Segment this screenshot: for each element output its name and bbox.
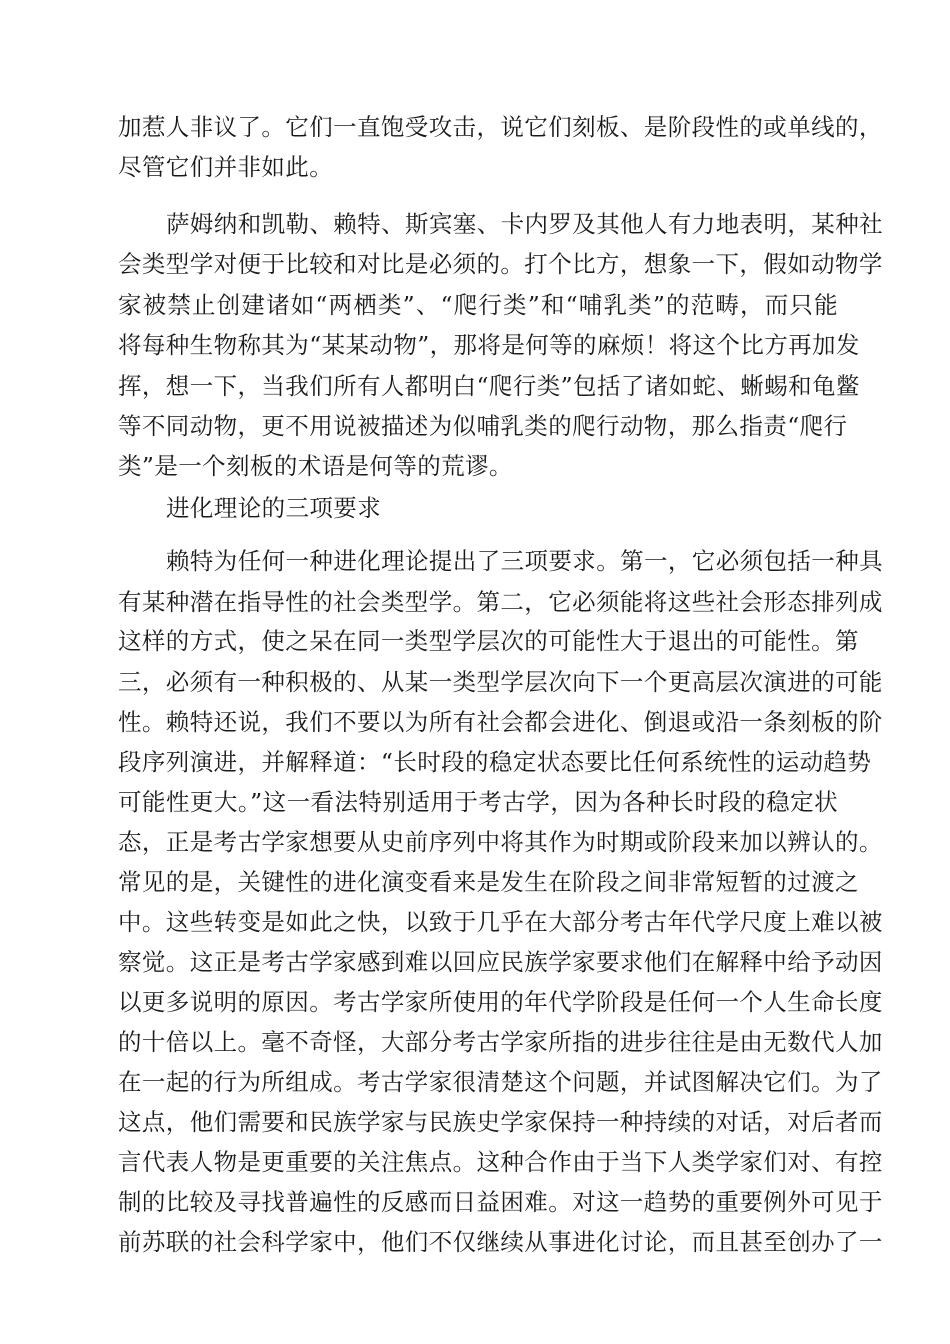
text-line: 常见的是，关键性的进化演变看来是发生在阶段之间非常短暂的过渡之 bbox=[118, 868, 859, 896]
text-line: 家被禁止创建诸如“两栖类”、“爬行类”和“哺乳类”的范畴，而只能 bbox=[118, 291, 838, 319]
text-line: 段序列演进，并解释道：“长时段的稳定状态要比任何系统性的运动趋势 bbox=[118, 748, 872, 776]
text-line: 尽管它们并非如此。 bbox=[118, 153, 334, 181]
text-line: 的十倍以上。毫不奇怪，大部分考古学家所指的进步往往是由无数代人加 bbox=[118, 1028, 883, 1056]
text-line: 察觉。这正是考古学家感到难以回应民族学家要求他们在解释中给予动因 bbox=[118, 948, 883, 976]
text-line: 等不同动物，更不用说被描述为似哺乳类的爬行动物，那么指责“爬行 bbox=[118, 412, 848, 440]
text-line: 有某种潜在指导性的社会类型学。第二，它必须能将这些社会形态排列成 bbox=[118, 588, 883, 616]
text-line: 性。赖特还说，我们不要以为所有社会都会进化、倒退或沿一条刻板的阶 bbox=[118, 708, 883, 736]
text-line: 言代表人物是更重要的关注焦点。这种合作由于当下人类学家们对、有控 bbox=[118, 1148, 883, 1176]
text-line: 可能性更大。”这一看法特别适用于考古学，因为各种长时段的稳定状 bbox=[118, 788, 838, 816]
text-line: 将每种生物称其为“某某动物”，那将是何等的麻烦！将这个比方再加发 bbox=[118, 331, 860, 359]
text-line: 加惹人非议了。它们一直饱受攻击，说它们刻板、是阶段性的或单线的， bbox=[118, 113, 883, 141]
text-line: 三，必须有一种积极的、从某一类型学层次向下一个更高层次演进的可能 bbox=[118, 668, 883, 696]
text-line: 这样的方式，使之呆在同一类型学层次的可能性大于退出的可能性。第 bbox=[118, 627, 859, 655]
text-line: 挥，想一下，当我们所有人都明白“爬行类”包括了诸如蛇、蜥蜴和龟鳖 bbox=[118, 372, 860, 400]
text-line: 中。这些转变是如此之快，以致于几乎在大部分考古年代学尺度上难以被 bbox=[118, 908, 883, 936]
text-line: 制的比较及寻找普遍性的反感而日益困难。对这一趋势的重要例外可见于 bbox=[118, 1188, 883, 1216]
text-line: 态，正是考古学家想要从史前序列中将其作为时期或阶段来加以辨认的。 bbox=[118, 828, 883, 856]
text-line: 在一起的行为所组成。考古学家很清楚这个问题，并试图解决它们。为了 bbox=[118, 1068, 883, 1096]
text-line: 类”是一个刻板的术语是何等的荒谬。 bbox=[118, 452, 513, 480]
text-line: 会类型学对便于比较和对比是必须的。打个比方，想象一下，假如动物学 bbox=[118, 250, 883, 278]
text-line: 这点，他们需要和民族学家与民族史学家保持一种持续的对话，对后者而 bbox=[118, 1108, 883, 1136]
text-line: 以更多说明的原因。考古学家所使用的年代学阶段是任何一个人生命长度 bbox=[118, 988, 883, 1016]
text-line: 赖特为任何一种进化理论提出了三项要求。第一，它必须包括一种具 bbox=[166, 547, 883, 575]
text-line: 萨姆纳和凯勒、赖特、斯宾塞、卡内罗及其他人有力地表明，某种社 bbox=[166, 210, 883, 238]
section-heading: 进化理论的三项要求 bbox=[166, 494, 382, 522]
text-line: 前苏联的社会科学家中，他们不仅继续从事进化讨论，而且甚至创办了一 bbox=[118, 1228, 883, 1256]
